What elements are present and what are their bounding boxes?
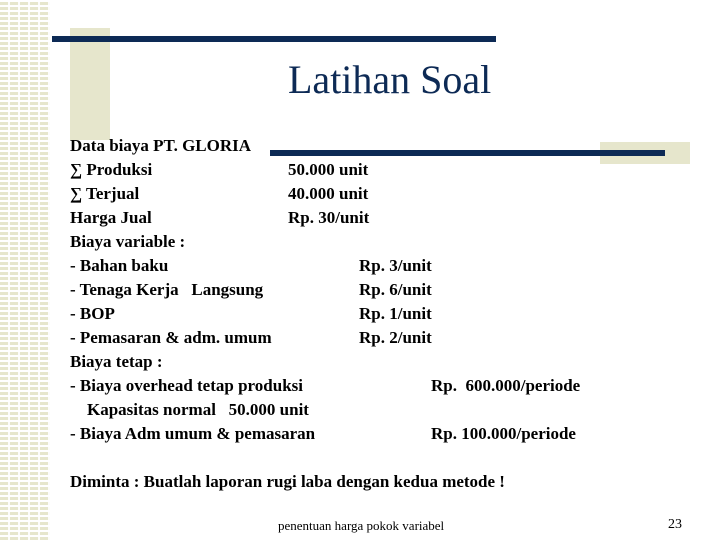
footer-text: penentuan harga pokok variabel [278,518,445,533]
slide-title: Latihan Soal [288,57,492,102]
biaya-variable-header: Biaya variable : [70,232,186,251]
decorative-beige-block-top [70,28,110,140]
adm-umum-value: Rp. 100.000/periode [431,424,576,443]
tenaga-kerja-value: Rp. 6/unit [359,280,432,299]
data-header: Data biaya PT. GLORIA [70,136,252,155]
terjual-label: ∑ Terjual [70,184,140,203]
bop-label: - BOP [70,304,115,323]
page-number: 23 [668,517,682,532]
pemasaran-value: Rp. 2/unit [359,328,432,347]
diminta-instruction: Diminta : Buatlah laporan rugi laba dengan kedua metode ! [70,472,505,491]
adm-umum-label: - Biaya Adm umum & pemasaran [70,424,316,443]
decorative-stripes [0,0,50,540]
bahan-baku-value: Rp. 3/unit [359,256,432,275]
overhead-tetap-label: - Biaya overhead tetap produksi [70,376,303,395]
decorative-bar-top [52,36,496,42]
pemasaran-label: - Pemasaran & adm. umum [70,328,272,347]
kapasitas-normal-label: Kapasitas normal 50.000 unit [87,400,309,419]
tenaga-kerja-label: - Tenaga Kerja Langsung [70,280,264,299]
terjual-value: 40.000 unit [288,184,369,203]
decorative-bar-middle [270,150,665,156]
produksi-value: 50.000 unit [288,160,369,179]
produksi-label: ∑ Produksi [70,160,153,179]
overhead-tetap-value: Rp. 600.000/periode [431,376,581,395]
biaya-tetap-header: Biaya tetap : [70,352,163,371]
bop-value: Rp. 1/unit [359,304,432,323]
harga-jual-label: Harga Jual [70,208,152,227]
bahan-baku-label: - Bahan baku [70,256,169,275]
harga-jual-value: Rp. 30/unit [288,208,370,227]
